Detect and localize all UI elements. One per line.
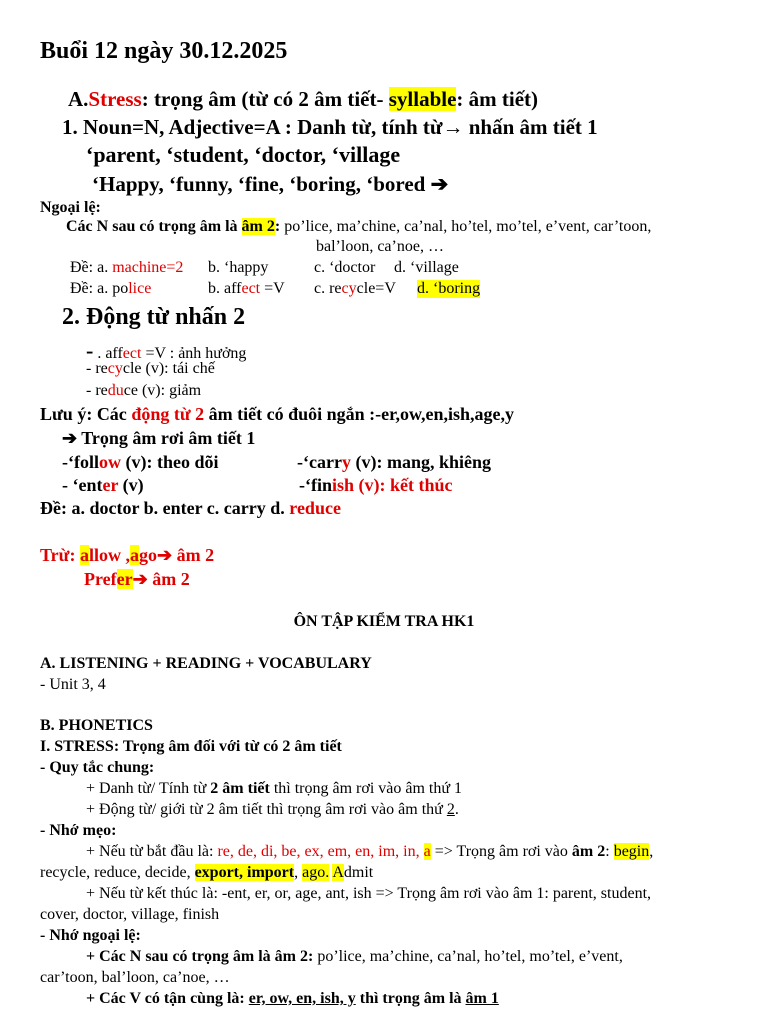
tip1-mid: => Trọng âm rơi vào bbox=[430, 843, 572, 860]
tip1-comma: , bbox=[649, 843, 654, 860]
ex2-bold: + Các N sau có trọng âm là âm 2: bbox=[86, 948, 314, 965]
section-a-rest2: : âm tiết) bbox=[456, 87, 539, 111]
verb-rule-endings: er, ow, en, ish, y bbox=[248, 990, 356, 1007]
verb-2-post: cle (v): tái chế bbox=[122, 360, 215, 377]
prefer-pre: Pref bbox=[84, 569, 117, 589]
quiz-1-a bbox=[70, 259, 183, 277]
gr1-bold: 2 âm tiết bbox=[210, 780, 270, 797]
quiz-2-label: Đề: a. po bbox=[70, 280, 129, 297]
verb-1-post: =V : ảnh hưởng bbox=[141, 345, 247, 362]
tip-1-line-2 bbox=[40, 864, 373, 882]
quiz-1-a-value: machine=2 bbox=[112, 259, 184, 276]
except-llow: llow , bbox=[88, 545, 130, 565]
tips-label: - Nhớ mẹo: bbox=[40, 822, 117, 839]
verb-1-dash: - bbox=[86, 338, 94, 363]
verb-rule-mid: thì trọng âm là bbox=[355, 990, 466, 1007]
example-follow bbox=[62, 452, 218, 473]
follow-pre: -‘foll bbox=[62, 452, 99, 472]
general-rule-2 bbox=[86, 801, 459, 819]
quiz-2-d: d. ‘boring bbox=[417, 280, 481, 297]
gr2-post: . bbox=[454, 801, 459, 818]
section-listening: A. LISTENING + READING + VOCABULARY bbox=[40, 655, 372, 672]
tip1-export: export, import bbox=[194, 864, 295, 881]
exceptions-line-1 bbox=[86, 948, 623, 966]
gr2-underline: 2 bbox=[446, 801, 455, 818]
ex2-list-1: po’lice, ma’chine, ca’nal, ho’tel, mo’tel, e’vent, bbox=[313, 948, 623, 965]
quiz-2-b bbox=[208, 280, 285, 298]
tip1-colon: : bbox=[605, 843, 614, 860]
verb-3 bbox=[86, 382, 201, 400]
tip1-line2-pre: recycle, reduce, decide, bbox=[40, 864, 195, 881]
thick-arrow-icon: ➔ bbox=[430, 172, 449, 196]
verb-1-red: ect bbox=[122, 345, 142, 362]
enter-pre: - ‘ent bbox=[62, 475, 103, 495]
section-a-prefix: A. bbox=[68, 87, 89, 111]
exception-colon: : bbox=[274, 218, 281, 235]
verb-3-post: ce (v): giảm bbox=[123, 382, 202, 399]
quiz-1-label: Đề: a. bbox=[70, 259, 113, 276]
verb-2 bbox=[86, 360, 215, 378]
except-a: a bbox=[79, 545, 89, 565]
quiz-2-b-red: ect bbox=[241, 280, 261, 297]
except-go: go bbox=[138, 545, 157, 565]
note-pre: Lưu ý: Các bbox=[40, 404, 132, 424]
tip1-bold: âm 2 bbox=[571, 843, 606, 860]
verb-3-red: du bbox=[107, 382, 124, 399]
tip-1-line-1 bbox=[86, 843, 653, 861]
adj-examples bbox=[92, 172, 448, 196]
note-line bbox=[40, 404, 514, 425]
follow-red: ow bbox=[98, 452, 121, 472]
exception-line-1 bbox=[66, 218, 651, 236]
gr2-pre: + Động từ/ giới từ 2 âm tiết thì trọng âm rơi vào âm thứ bbox=[86, 801, 447, 818]
rule-1-tail: nhấn âm tiết 1 bbox=[463, 115, 598, 139]
carry-red: y bbox=[341, 452, 351, 472]
arrow-icon: ➔ bbox=[132, 569, 148, 589]
review-title: ÔN TẬP KIỂM TRA HK1 bbox=[293, 613, 475, 630]
exception-list-1: po’lice, ma’chine, ca’nal, ho’tel, mo’tel, e’vent, car’toon, bbox=[280, 218, 652, 235]
quiz-1-d: d. ‘village bbox=[394, 259, 459, 276]
follow-post: (v): theo dõi bbox=[120, 452, 219, 472]
quiz-1-c: c. ‘doctor bbox=[314, 259, 376, 276]
except-line bbox=[40, 545, 214, 566]
carry-pre: -‘carr bbox=[297, 452, 342, 472]
arrow-icon: ➔ bbox=[156, 545, 173, 565]
tip-2-line-1: + Nếu từ kết thúc là: -ent, er, or, age, ant, ish => Trọng âm rơi vào âm 1: parent, student, bbox=[86, 885, 652, 902]
verb-3-pre: - re bbox=[86, 382, 108, 399]
syllable-word: syllable bbox=[388, 87, 457, 111]
except-label: Trừ: bbox=[40, 545, 80, 565]
example-enter bbox=[62, 475, 144, 496]
verb-2-pre: - re bbox=[86, 360, 108, 377]
quiz-3 bbox=[40, 498, 341, 519]
prefer-line bbox=[84, 569, 190, 590]
quiz-3-pre: Đề: a. doctor b. enter c. carry d. bbox=[40, 498, 290, 518]
quiz-2-c-post: cle=V bbox=[356, 280, 396, 297]
adj-examples-text: ‘Happy, ‘funny, ‘fine, ‘boring, ‘bored bbox=[92, 172, 431, 196]
prefer-hl: er bbox=[116, 569, 133, 589]
arrow-icon: → bbox=[442, 115, 464, 139]
tip1-ago: ago. bbox=[302, 864, 330, 881]
prefer-am2: âm 2 bbox=[147, 569, 190, 589]
tip1-A: A bbox=[332, 864, 344, 881]
verb-1-pre: . aff bbox=[93, 345, 123, 362]
stress-word: Stress bbox=[88, 87, 142, 111]
tip1-dmit: dmit bbox=[343, 864, 374, 881]
quiz-2-c-pre: c. re bbox=[314, 280, 342, 297]
general-rule-1 bbox=[86, 780, 462, 798]
except-am2: âm 2 bbox=[172, 545, 215, 565]
stress-heading: I. STRESS: Trọng âm đối với từ có 2 âm tiết bbox=[40, 738, 342, 755]
finish-red: ish (v): kết thúc bbox=[332, 475, 453, 495]
exception-label: Ngoại lệ: bbox=[40, 199, 101, 216]
quiz-2-a bbox=[70, 280, 151, 298]
thick-arrow-icon: ➔ bbox=[62, 428, 82, 448]
gr1-pre: + Danh từ/ Tính từ bbox=[86, 780, 211, 797]
tip1-begin: begin bbox=[613, 843, 650, 860]
section-a-heading bbox=[68, 87, 538, 111]
quiz-3-red: reduce bbox=[289, 498, 341, 518]
tip1-pre: + Nếu từ bắt đầu là: bbox=[86, 843, 218, 860]
quiz-1-b: b. ‘happy bbox=[208, 259, 269, 276]
finish-pre: -‘fin bbox=[299, 475, 332, 495]
quiz-2-b-post: =V bbox=[260, 280, 285, 297]
rule-1-text: 1. Noun=N, Adjective=A : Danh từ, tính từ bbox=[62, 115, 443, 139]
exceptions-label: - Nhớ ngoại lệ: bbox=[40, 927, 141, 944]
tip1-comma2: , bbox=[294, 864, 303, 881]
example-finish bbox=[299, 475, 453, 496]
verb-rule-pre: + Các V có tận cùng là: bbox=[86, 990, 249, 1007]
example-carry bbox=[297, 452, 491, 473]
exceptions-line-2: car’toon, bal’loon, ca’noe, … bbox=[40, 969, 230, 986]
exception-am2: âm 2 bbox=[241, 218, 275, 235]
quiz-2-c-red: cy bbox=[341, 280, 357, 297]
except-a2: a bbox=[129, 545, 139, 565]
tip-2-line-2: cover, doctor, village, finish bbox=[40, 906, 220, 923]
rule-2: 2. Động từ nhấn 2 bbox=[62, 304, 246, 330]
quiz-2-b-pre: b. aff bbox=[208, 280, 242, 297]
tip1-red: re, de, di, be, ex, em, en, im, in, bbox=[217, 843, 424, 860]
enter-red: er bbox=[102, 475, 119, 495]
page-title: Buổi 12 ngày 30.12.2025 bbox=[40, 38, 288, 64]
general-rule-label: - Quy tắc chung: bbox=[40, 759, 155, 776]
verb-rule bbox=[86, 990, 499, 1008]
carry-post: (v): mang, khiêng bbox=[350, 452, 491, 472]
units: - Unit 3, 4 bbox=[40, 676, 106, 693]
noun-examples: ‘parent, ‘student, ‘doctor, ‘village bbox=[86, 142, 401, 167]
enter-post: (v) bbox=[118, 475, 144, 495]
quiz-2-c bbox=[314, 280, 396, 298]
verb-2-red: cy bbox=[107, 360, 123, 377]
gr1-post: thì trọng âm rơi vào âm thứ 1 bbox=[269, 780, 463, 797]
note-post: âm tiết có đuôi ngắn :-er,ow,en,ish,age,y bbox=[204, 404, 514, 424]
note-result-text: Trọng âm rơi âm tiết 1 bbox=[81, 428, 256, 448]
exception-line-2: bal’loon, ca’noe, … bbox=[316, 238, 444, 255]
exception-bold: Các N sau có trọng âm là bbox=[66, 218, 242, 235]
section-phonetics: B. PHONETICS bbox=[40, 717, 153, 734]
note-result bbox=[62, 428, 255, 449]
verb-rule-am1: âm 1 bbox=[465, 990, 499, 1007]
note-red: động từ 2 bbox=[131, 404, 205, 424]
rule-1 bbox=[62, 115, 598, 139]
quiz-2-a-red: lice bbox=[128, 280, 152, 297]
tip1-a: a bbox=[423, 843, 431, 860]
section-a-rest1: : trọng âm (từ có 2 âm tiết- bbox=[141, 87, 389, 111]
